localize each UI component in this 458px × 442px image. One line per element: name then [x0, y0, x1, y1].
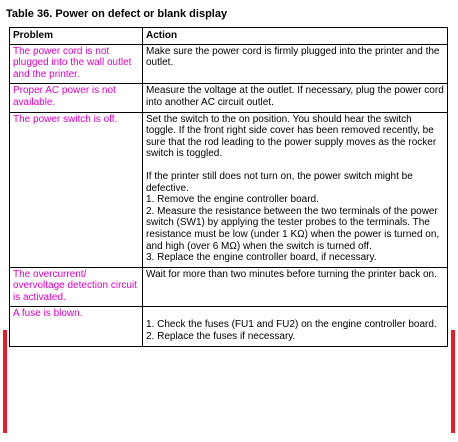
action-text: Set the switch to the on position. You should hear the switch toggle. If the front right side cover has been removed recently, be sure that the rod leading to the power supply moves as the rocker switch is toggled.: [146, 113, 437, 160]
power-defect-table: [9, 27, 448, 347]
action-column-header: Action: [143, 28, 448, 45]
problem-cell: A fuse is blown.: [10, 307, 143, 346]
table-row: [10, 44, 448, 84]
action-cell: [143, 267, 448, 307]
table-row: [10, 84, 448, 112]
action-text: Measure the voltage at the outlet. If necessary, plug the power cord into another AC circuit outlet.: [146, 85, 444, 108]
table-row: [10, 112, 448, 267]
problem-cell: The overcurrent/ overvoltage detection circuit is activated.: [10, 267, 143, 307]
table-header-row: [10, 28, 448, 45]
action-text: 3. Replace the engine controller board, if necessary.: [146, 252, 377, 264]
problem-cell: The power switch is off.: [10, 112, 143, 267]
problem-column-header: Problem: [10, 28, 143, 45]
revision-change-bar-right: [451, 330, 455, 433]
action-text: 2. Replace the fuses if necessary.: [146, 331, 296, 343]
action-cell: [143, 307, 448, 346]
paragraph-spacer: [146, 308, 444, 319]
table-caption: Table 36. Power on defect or blank display: [6, 8, 228, 20]
action-cell: [143, 112, 448, 267]
table-row: [10, 307, 448, 346]
action-text: Wait for more than two minutes before turning the printer back on.: [146, 268, 437, 280]
action-text: 1. Check the fuses (FU1 and FU2) on the engine controller board.: [146, 319, 437, 331]
table-row: [10, 267, 448, 307]
action-cell: [143, 44, 448, 84]
action-text: 2. Measure the resistance between the two terminals of the power switch (SW1) by applying the tester probes to the terminals. The resistance must be low (under 1 KΩ) when the power is turned on, and high (over 6 MΩ) when the switch is turned off.: [146, 205, 440, 252]
action-cell: [143, 84, 448, 112]
action-text: Make sure the power cord is firmly plugged into the printer and the outlet.: [146, 45, 440, 69]
action-text: 1. Remove the engine controller board.: [146, 194, 319, 206]
revision-change-bar-left: [3, 330, 7, 433]
action-text: If the printer still does not turn on, the power switch might be defective.: [146, 170, 413, 194]
table-body: [10, 44, 448, 346]
problem-cell: Proper AC power is not available.: [10, 84, 143, 112]
problem-cell: The power cord is not plugged into the wall outlet and the printer.: [10, 44, 143, 84]
paragraph-spacer: [146, 160, 444, 171]
